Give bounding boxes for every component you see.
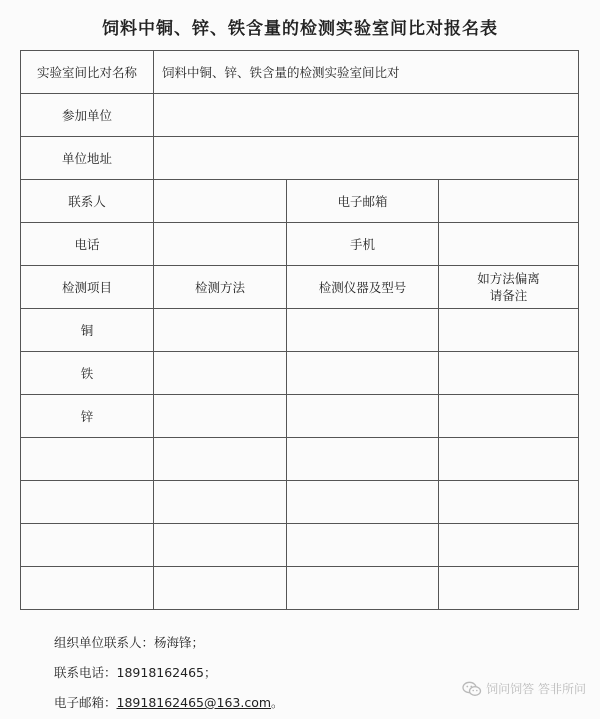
instrument-field[interactable] [287,395,439,438]
method-field[interactable] [154,309,287,352]
comparison-name-label: 实验室间比对名称 [21,51,154,94]
org-contact-label: 组织单位联系人： [54,635,155,650]
blank-cell[interactable] [287,524,439,567]
address-label: 单位地址 [21,137,154,180]
blank-row [21,524,579,567]
item-row-iron [21,352,579,395]
header-method: 检测方法 [154,266,287,309]
method-field[interactable] [154,395,287,438]
phone-field[interactable] [154,223,287,266]
contact-email-link[interactable]: 18918162465@163.com [116,695,272,710]
form-row-contact [21,180,579,223]
contact-phone-label: 联系电话： [54,665,117,680]
header-remark-line2: 请备注 [489,288,528,303]
form-row-comparison-name [21,51,579,94]
header-remark [439,266,579,309]
instrument-field[interactable] [287,309,439,352]
contact-email-tail: 。 [271,695,284,710]
remark-field[interactable] [439,395,579,438]
mobile-label: 手机 [287,223,439,266]
blank-cell[interactable] [154,438,287,481]
contact-email-label: 电子邮箱： [54,695,117,710]
blank-cell[interactable] [21,438,154,481]
address-field[interactable] [154,137,579,180]
blank-cell[interactable] [287,567,439,610]
comparison-name-value: 饲料中铜、锌、铁含量的检测实验室间比对 [154,51,579,94]
email-field[interactable] [439,180,579,223]
header-remark-line1: 如方法偏离 [477,271,540,286]
remark-field[interactable] [439,352,579,395]
contact-phone-value: 18918162465； [116,665,217,680]
participant-field[interactable] [154,94,579,137]
phone-label: 电话 [21,223,154,266]
mobile-field[interactable] [439,223,579,266]
blank-cell[interactable] [154,567,287,610]
header-item: 检测项目 [21,266,154,309]
item-row-zinc [21,395,579,438]
contact-phone-line [54,658,284,688]
instrument-field[interactable] [287,352,439,395]
participant-label: 参加单位 [21,94,154,137]
form-row-address [21,137,579,180]
blank-row [21,438,579,481]
header-instrument: 检测仪器及型号 [287,266,439,309]
org-contact-value: 杨海锋； [154,635,205,650]
form-header-row [21,266,579,309]
blank-cell[interactable] [439,524,579,567]
item-label: 锌 [21,395,154,438]
watermark-text: 饲问饲答 答非所问 [486,682,586,696]
registration-form-table [20,50,579,610]
blank-cell[interactable] [287,438,439,481]
blank-cell[interactable] [154,524,287,567]
blank-row [21,481,579,524]
contact-field[interactable] [154,180,287,223]
blank-cell[interactable] [154,481,287,524]
contact-email-line [54,688,284,718]
form-row-phone [21,223,579,266]
item-label: 铁 [21,352,154,395]
blank-cell[interactable] [439,438,579,481]
contact-label: 联系人 [21,180,154,223]
remark-field[interactable] [439,309,579,352]
org-contact-line [54,628,284,658]
item-row-copper [21,309,579,352]
item-label: 铜 [21,309,154,352]
blank-row [21,567,579,610]
blank-cell[interactable] [21,524,154,567]
blank-cell[interactable] [21,481,154,524]
blank-cell[interactable] [439,481,579,524]
wechat-icon [462,681,482,697]
blank-cell[interactable] [21,567,154,610]
method-field[interactable] [154,352,287,395]
form-title: 饲料中铜、锌、铁含量的检测实验室间比对报名表 [102,19,498,39]
blank-cell[interactable] [439,567,579,610]
footer-contact-info [54,628,284,718]
email-label: 电子邮箱 [287,180,439,223]
watermark [462,680,586,697]
form-row-participant [21,94,579,137]
blank-cell[interactable] [287,481,439,524]
